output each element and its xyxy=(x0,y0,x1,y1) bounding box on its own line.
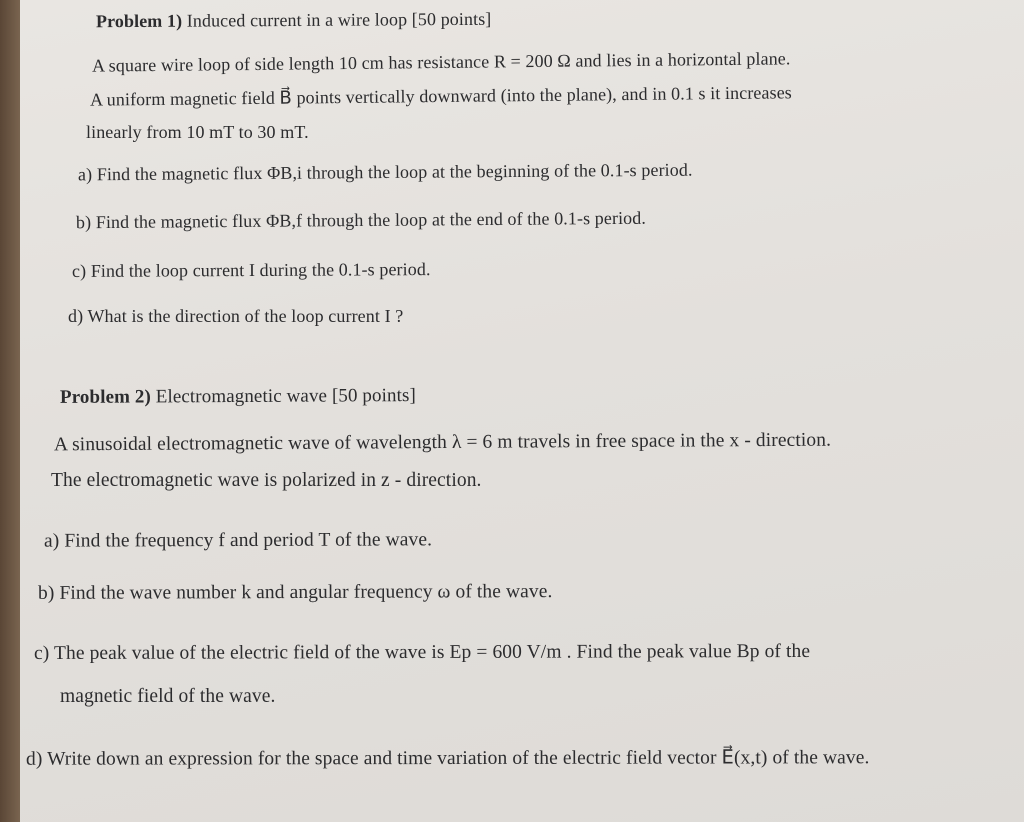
problem2-question-a: a) Find the frequency f and period T of the wave. xyxy=(43,529,433,552)
problem2-paragraph-line1: A sinusoidal electromagnetic wave of wavelength λ = 6 m travels in free space in the x - direction. xyxy=(53,429,832,456)
problem1-paragraph-line2: A uniform magnetic field B⃗ points vertically downward (into the plane), and in 0.1 s it increases xyxy=(89,82,792,110)
problem2-question-d: d) Write down an expression for the space and time variation of the electric field vector E⃗(x,t) of the wave. xyxy=(25,747,870,770)
problem1-title-text: Induced current in a wire loop [50 points] xyxy=(182,8,492,31)
problem2-question-c-line1: c) The peak value of the electric field of the wave is Ep = 600 V/m . Find the peak value Bp of the xyxy=(33,640,811,665)
problem2-title xyxy=(60,385,416,409)
problem1-question-a: a) Find the magnetic flux ΦB,i through the loop at the beginning of the 0.1-s period. xyxy=(77,159,693,185)
problem1-paragraph-line1: A square wire loop of side length 10 cm has resistance R = 200 Ω and lies in a horizontal plane. xyxy=(91,48,791,76)
problem2-question-b: b) Find the wave number k and angular frequency ω of the wave. xyxy=(37,581,553,604)
problem1-question-c: c) Find the loop current I during the 0.1-s period. xyxy=(71,259,431,281)
problem1-paragraph-line3: linearly from 10 mT to 30 mT. xyxy=(86,122,309,142)
problem1-number: Problem 1) xyxy=(95,10,183,32)
problem1-title xyxy=(96,9,491,32)
problem2-number: Problem 2) xyxy=(59,386,151,408)
problem1-question-b: b) Find the magnetic flux ΦB,f through the loop at the end of the 0.1-s period. xyxy=(75,207,647,233)
problem2-question-c-line2: magnetic field of the wave. xyxy=(60,686,276,707)
problem2-paragraph-line2: The electromagnetic wave is polarized in z - direction. xyxy=(51,470,482,491)
problem1-question-d: d) What is the direction of the loop current I ? xyxy=(68,306,404,326)
problem2-title-text: Electromagnetic wave [50 points] xyxy=(150,385,416,408)
paper-sheet xyxy=(20,0,1024,822)
